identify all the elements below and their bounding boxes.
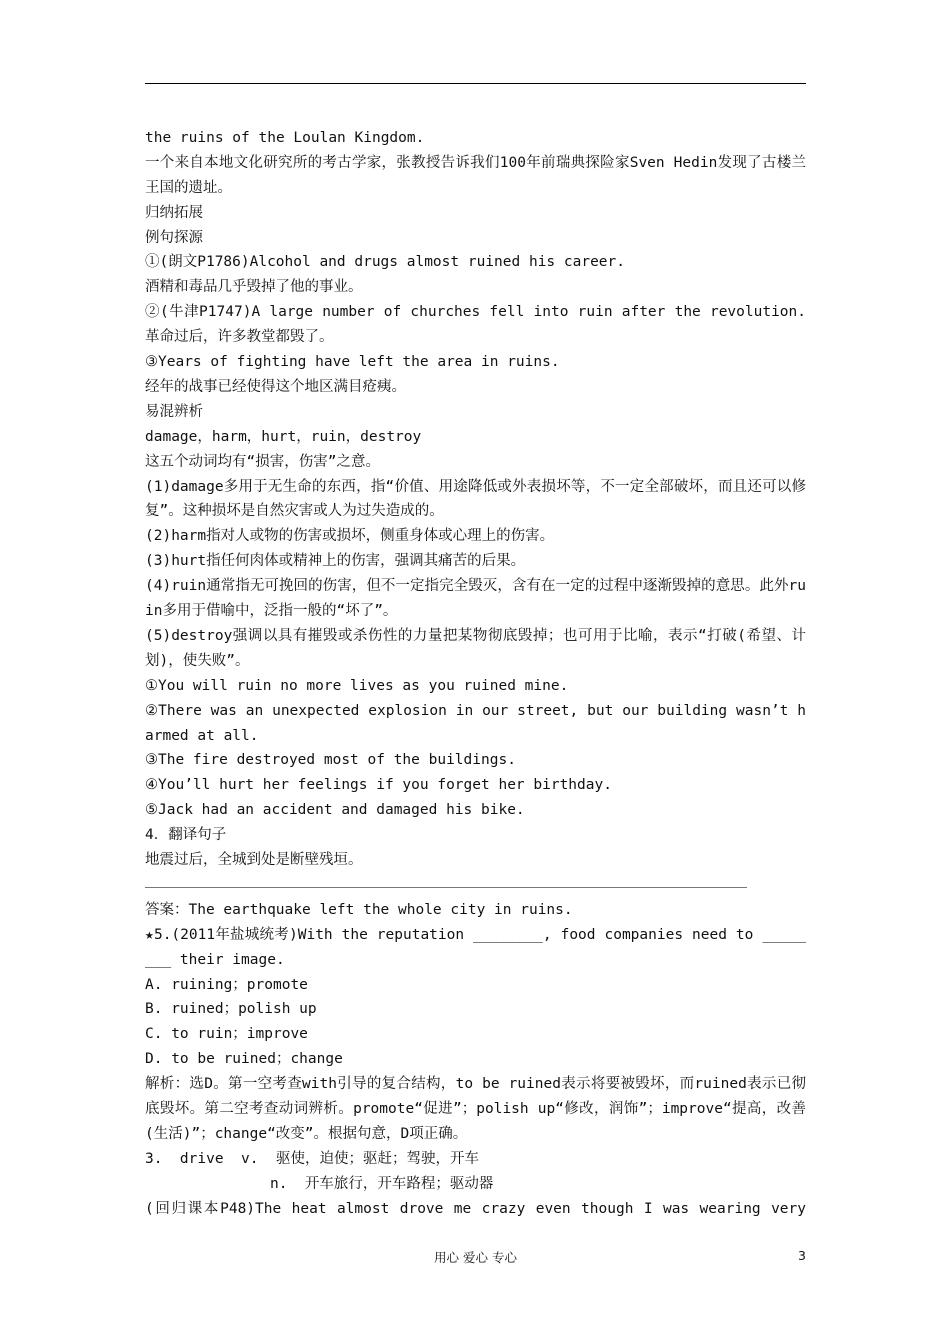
- example-sentence: ②(牛津P1747)A large number of churches fell into ruin after the revolution.革命过后，许多教堂都毁了。: [145, 304, 806, 346]
- example-sentence: ⑤Jack had an accident and damaged his bike.: [145, 802, 525, 819]
- section-heading: 归纳拓展: [145, 204, 203, 221]
- textbook-sentence: (回归课本P48)The heat almost drove me crazy even though I was wearing very: [145, 1200, 806, 1217]
- option-b: B. ruined；polish up: [145, 1001, 317, 1018]
- explanation-paragraph: 解析：选D。第一空考查with引导的复合结构，to be ruined表示将要被毁坏，而ruined表示已彻底毁坏。第二空考查动词辨析。promote“促进”；polish up“修改，润饰”；improve“提高，改善(生活)”；change“改变”。根据句意，D项正确。: [145, 1076, 806, 1142]
- page-number: 3: [798, 1248, 806, 1263]
- header-rule: [145, 83, 806, 84]
- translation-prompt: 地震过后，全城到处是断壁残垣。: [145, 852, 363, 869]
- example-sentence: ①You will ruin no more lives as you ruined mine.: [145, 677, 569, 694]
- section-heading: 易混辨析: [145, 403, 203, 420]
- definition-line: (3)hurt指任何肉体或精神上的伤害，强调其痛苦的后果。: [145, 553, 526, 570]
- footer-motto: 用心 爱心 专心: [434, 1250, 517, 1265]
- section-heading: 4．翻译句子: [145, 827, 227, 844]
- option-c: C. to ruin；improve: [145, 1026, 308, 1043]
- word-list: damage，harm，hurt，ruin，destroy: [145, 428, 422, 445]
- definition-paragraph: (5)destroy强调以具有摧毁或杀伤性的力量把某物彻底毁掉；也可用于比喻，表示“打破(希望、计划)，使失败”。: [145, 627, 806, 669]
- vocab-entry-noun: n. 开车旅行，开车路程；驱动器: [270, 1175, 494, 1192]
- answer-blank-line: [145, 873, 806, 898]
- example-sentence: ④You’ll hurt her feelings if you forget her birthday.: [145, 777, 612, 794]
- example-translation: 酒精和毒品几乎毁掉了他的事业。: [145, 279, 363, 296]
- text-line: the ruins of the Loulan Kingdom.: [145, 130, 425, 146]
- definition-line: (2)harm指对人或物的伤害或损坏，侧重身体或心理上的伤害。: [145, 528, 555, 545]
- text-line: 这五个动词均有“损害，伤害”之意。: [145, 453, 380, 470]
- question-stem: ★5.(2011年盐城统考)With the reputation ________, food companies need to ________ their image.: [145, 926, 806, 968]
- option-d: D. to be ruined；change: [145, 1051, 343, 1068]
- example-sentence: ②There was an unexpected explosion in our street, but our building wasn’t harmed at all.: [145, 702, 806, 744]
- example-sentence: ①(朗文P1786)Alcohol and drugs almost ruined his career.: [145, 254, 625, 271]
- option-a: A. ruining；promote: [145, 976, 308, 993]
- example-sentence: ③Years of fighting have left the area in ruins.: [145, 354, 560, 371]
- definition-paragraph: (1)damage多用于无生命的东西，指“价值、用途降低或外表损坏等，不一定全部破坏，而且还可以修复”。这种损坏是自然灾害或人为过失造成的。: [145, 478, 806, 520]
- definition-paragraph: (4)ruin通常指无可挽回的伤害，但不一定指完全毁灭，含有在一定的过程中逐渐毁掉的意思。此外ruin多用于借喻中，泛指一般的“坏了”。: [145, 578, 806, 620]
- vocab-entry: 3. drive v. 驱使，迫使；驱赶；驾驶，开车: [145, 1150, 479, 1167]
- answer-line: 答案：The earthquake left the whole city in ruins.: [145, 901, 573, 918]
- translation-paragraph: 一个来自本地文化研究所的考古学家，张教授告诉我们100年前瑞典探险家Sven Hedin发现了古楼兰王国的遗址。: [145, 154, 806, 196]
- page-footer: [145, 1248, 806, 1268]
- example-translation: 经年的战事已经使得这个地区满目疮痍。: [145, 378, 406, 395]
- section-heading: 例句探源: [145, 229, 203, 246]
- example-sentence: ③The fire destroyed most of the buildings.: [145, 752, 516, 769]
- page-body: [145, 126, 806, 1221]
